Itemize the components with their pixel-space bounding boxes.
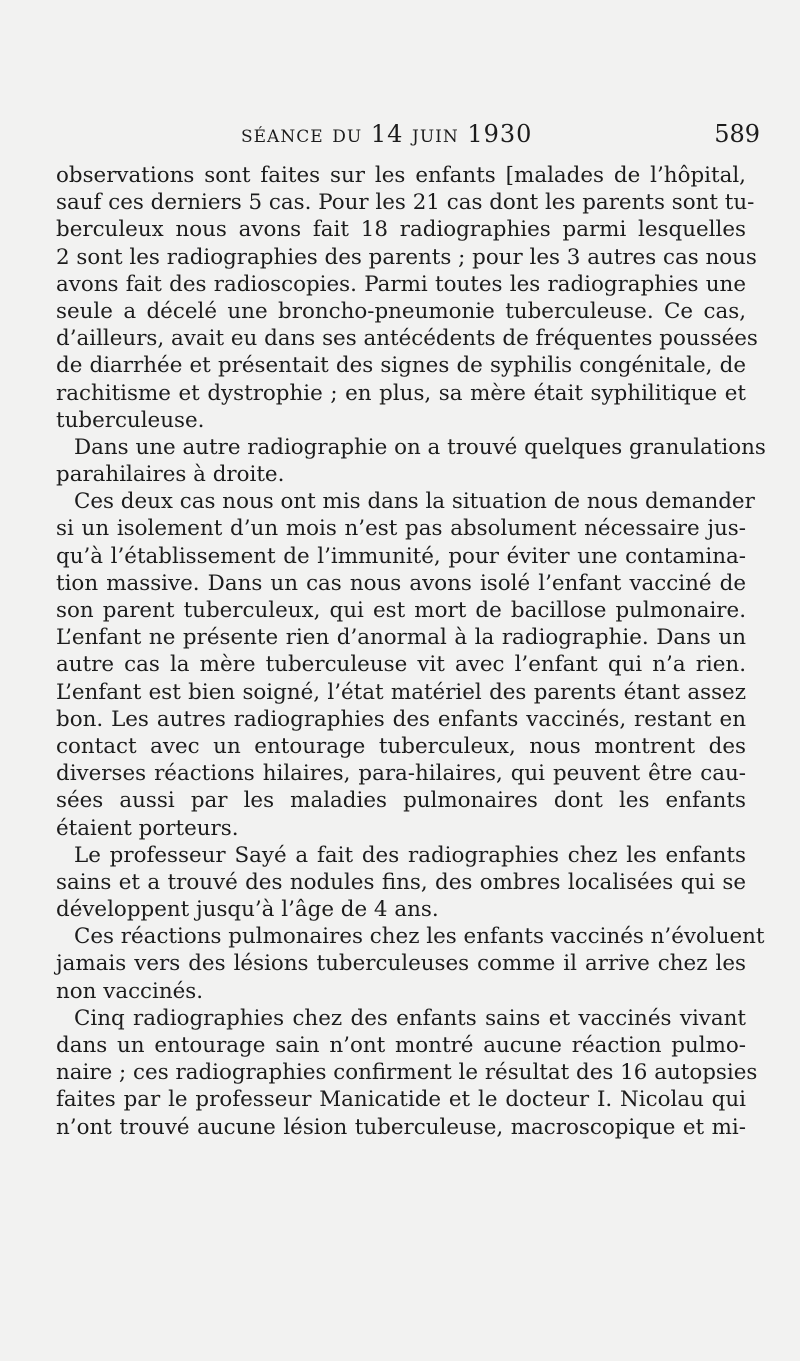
text-line: sains et a trouvé des nodules fins, des ombres localisées qui se xyxy=(56,869,746,895)
paragraph xyxy=(56,162,758,434)
text-line: contact avec un entourage tuberculeux, nous montrent des xyxy=(56,733,746,759)
text-line: non vaccinés. xyxy=(56,978,204,1004)
text-line: sauf ces derniers 5 cas. Pour les 21 cas dont les parents sont tu- xyxy=(56,190,755,216)
body-text xyxy=(56,162,766,1141)
text-line: naire ; ces radiographies confirment le résultat des 16 autopsies xyxy=(56,1060,758,1086)
text-line: Ces réactions pulmonaires chez les enfants vaccinés n’évoluent xyxy=(74,924,765,950)
text-line: faites par le professeur Manicatide et le docteur I. Nicolau qui xyxy=(56,1087,746,1113)
text-line: si un isolement d’un mois n’est pas absolument nécessaire jus- xyxy=(56,516,746,542)
page-header xyxy=(56,120,760,152)
text-line: bon. Les autres radiographies des enfants vaccinés, restant en xyxy=(56,706,746,732)
text-line: développent jusqu’à l’âge de 4 ans. xyxy=(56,897,439,923)
text-line: seule a décelé une broncho-pneumonie tuberculeuse. Ce cas, xyxy=(56,298,746,324)
paragraph xyxy=(56,1005,758,1141)
text-line: rachitisme et dystrophie ; en plus, sa mère était syphilitique et xyxy=(56,380,746,406)
paragraph xyxy=(56,434,766,488)
text-line: jamais vers des lésions tuberculeuses comme il arrive chez les xyxy=(56,951,746,977)
text-line: tuberculeuse. xyxy=(56,407,205,433)
text-line: L’enfant ne présente rien d’anormal à la radiographie. Dans un xyxy=(56,625,746,651)
text-line: Dans une autre radiographie on a trouvé quelques granulations xyxy=(74,434,766,460)
text-line: berculeux nous avons fait 18 radiographies parmi lesquelles xyxy=(56,217,746,243)
text-line: autre cas la mère tuberculeuse vit avec l’enfant qui n’a rien. xyxy=(56,652,746,678)
text-line: diverses réactions hilaires, para-hilaires, qui peuvent être cau- xyxy=(56,761,746,787)
text-line: parahilaires à droite. xyxy=(56,462,285,488)
text-line: tion massive. Dans un cas nous avons isolé l’enfant vacciné de xyxy=(56,570,746,596)
text-line: 2 sont les radiographies des parents ; pour les 3 autres cas nous xyxy=(56,244,757,270)
text-line: sées aussi par les maladies pulmonaires dont les enfants xyxy=(56,788,746,814)
text-line: étaient porteurs. xyxy=(56,815,239,841)
text-line: dans un entourage sain n’ont montré aucune réaction pulmo- xyxy=(56,1033,746,1058)
text-line: Ces deux cas nous ont mis dans la situation de nous demander xyxy=(74,489,755,515)
page-number: 589 xyxy=(714,120,760,148)
paragraph xyxy=(56,842,746,924)
text-line: de diarrhée et présentait des signes de syphilis congénitale, de xyxy=(56,353,746,379)
text-line: n’ont trouvé aucune lésion tuberculeuse, macroscopique et mi- xyxy=(56,1114,746,1140)
text-line: son parent tuberculeux, qui est mort de bacillose pulmonaire. xyxy=(56,598,746,623)
text-line: L’enfant est bien soigné, l’état matériel des parents étant assez xyxy=(56,679,746,705)
running-title: séance du 14 juin 1930 xyxy=(241,120,533,148)
paragraph xyxy=(56,923,765,1005)
text-line: avons fait des radioscopies. Parmi toutes les radiographies une xyxy=(56,271,746,297)
text-line: d’ailleurs, avait eu dans ses antécédents de fréquentes poussées xyxy=(56,326,758,352)
paragraph xyxy=(56,488,755,841)
text-line: qu’à l’établissement de l’immunité, pour éviter une contamina- xyxy=(56,543,746,569)
text-line: Cinq radiographies chez des enfants sains et vaccinés vivant xyxy=(74,1005,746,1031)
text-line: Le professeur Sayé a fait des radiographies chez les enfants xyxy=(74,842,746,868)
text-line: observations sont faites sur les enfants [malades de l’hôpital, xyxy=(56,163,746,188)
